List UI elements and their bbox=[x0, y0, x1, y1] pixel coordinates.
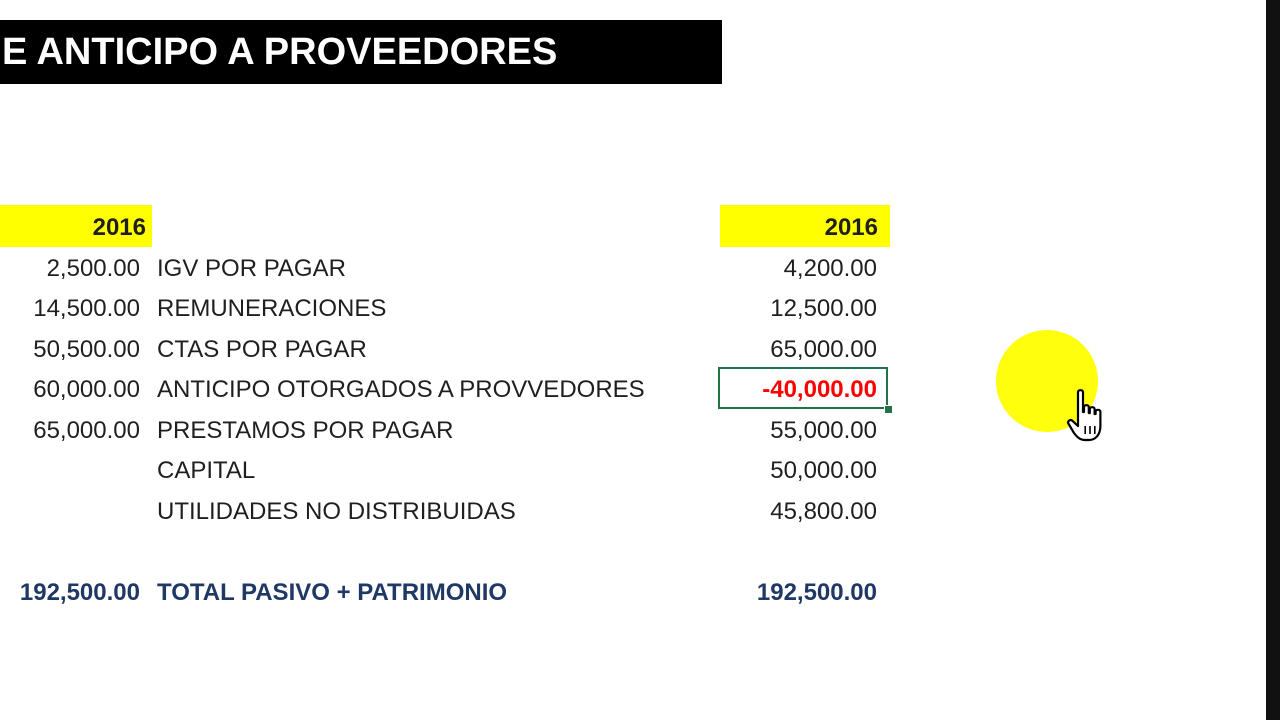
cell-liability-value[interactable]: 55,000.00 bbox=[770, 417, 877, 444]
cell-asset-value[interactable]: 2,500.00 bbox=[46, 255, 140, 282]
cell-asset-value[interactable]: 65,000.00 bbox=[33, 417, 140, 444]
fill-handle[interactable] bbox=[884, 405, 893, 414]
cell-liability-label[interactable]: IGV POR PAGAR bbox=[157, 255, 346, 282]
sheet-title: E ANTICIPO A PROVEEDORES bbox=[0, 20, 722, 84]
window-edge bbox=[1266, 0, 1280, 720]
cell-asset-value[interactable]: 14,500.00 bbox=[33, 295, 140, 322]
cell-liability-value[interactable]: 12,500.00 bbox=[770, 295, 877, 322]
year-header-liabilities[interactable]: 2016 bbox=[720, 205, 890, 247]
cell-liability-label[interactable]: PRESTAMOS POR PAGAR bbox=[157, 417, 454, 444]
cell-liability-label[interactable]: CTAS POR PAGAR bbox=[157, 336, 367, 363]
cell-liability-value-selected[interactable]: -40,000.00 bbox=[762, 376, 877, 403]
cell-liability-label[interactable]: ANTICIPO OTORGADOS A PROVVEDORES bbox=[157, 376, 645, 403]
total-label[interactable]: TOTAL PASIVO + PATRIMONIO bbox=[157, 579, 508, 606]
cell-asset-value[interactable]: 60,000.00 bbox=[33, 376, 140, 403]
cell-liability-value[interactable]: 65,000.00 bbox=[770, 336, 877, 363]
cell-asset-value[interactable]: 50,500.00 bbox=[33, 336, 140, 363]
cell-liability-value[interactable]: 45,800.00 bbox=[770, 498, 877, 525]
cell-liability-value[interactable]: 4,200.00 bbox=[783, 255, 877, 282]
year-header-assets[interactable]: 2016 bbox=[0, 205, 152, 247]
total-liabilities-value[interactable]: 192,500.00 bbox=[756, 579, 877, 606]
total-assets-value[interactable]: 192,500.00 bbox=[19, 579, 140, 606]
hand-pointer-icon bbox=[1066, 388, 1106, 444]
cell-liability-value[interactable]: 50,000.00 bbox=[770, 457, 877, 484]
cell-liability-label[interactable]: UTILIDADES NO DISTRIBUIDAS bbox=[157, 498, 516, 525]
cell-liability-label[interactable]: REMUNERACIONES bbox=[157, 295, 387, 322]
cell-liability-label[interactable]: CAPITAL bbox=[157, 457, 256, 484]
